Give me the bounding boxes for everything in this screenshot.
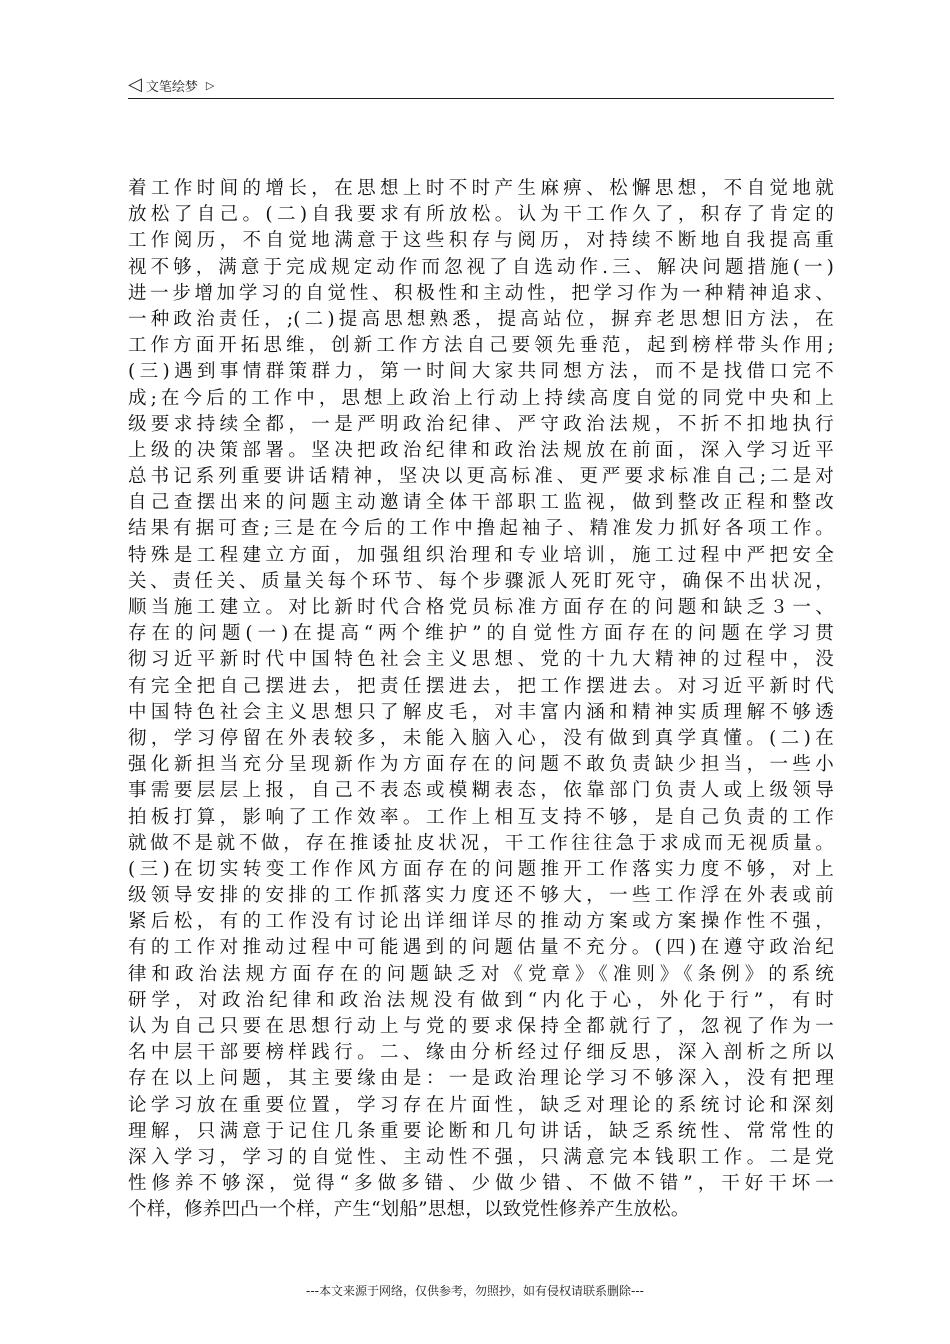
body-line: 工作方面开拓思维，创新工作方法自己要领先垂范，起到榜样带头作用; xyxy=(128,335,834,357)
body-line: 级要求持续全都，一是严明政治纪律、严守政治法规，不折不扣地执行 xyxy=(128,413,834,435)
body-line: 工作阅历，不自觉地满意于这些积存与阅历，对持续不断地自我提高重 xyxy=(128,230,834,252)
body-line: 就做不是就不做，存在推诿扯皮状况，干工作往往急于求成而无视质量。 xyxy=(128,832,834,854)
body-line: 一种政治责任，;(二)提高思想熟悉，提高站位，摒弃老思想旧方法，在 xyxy=(128,308,834,330)
body-line: 着工作时间的增长，在思想上时不时产生麻痹、松懈思想，不自觉地就 xyxy=(128,178,834,199)
body-line: 研学，对政治纪律和政治法规没有做到“内化于心，外化于行”，有时 xyxy=(128,989,834,1011)
body-line: 强化新担当充分呈现新作为方面存在的问题不敢负责缺少担当，一些小 xyxy=(128,754,834,776)
body-line: 自己查摆出来的问题主动邀请全体干部职工监视，做到整改正程和整改 xyxy=(128,492,834,514)
body-line: 名中层干部要榜样践行。二、缘由分析经过仔细反思，深入剖析之所以 xyxy=(128,1042,834,1064)
body-line: 彻，学习停留在外表较多，未能入脑入心，没有做到真学真懂。(二)在 xyxy=(128,727,834,749)
body-line: (三)在切实转变工作作风方面存在的问题推开工作落实力度不够，对上 xyxy=(128,858,834,880)
body-line: 进一步增加学习的自觉性、积极性和主动性，把学习作为一种精神追求、 xyxy=(128,282,834,304)
body-line: 理解，只满意于记住几条重要论断和几句讲话，缺乏系统性、常常性的 xyxy=(128,1120,834,1142)
body-line: 总书记系列重要讲话精神，坚决以更高标准、更严要求标准自己;二是对 xyxy=(128,466,834,488)
body-line: 认为自己只要在思想行动上与党的要求保持全都就行了，忽视了作为一 xyxy=(128,1016,834,1037)
body-line: 特殊是工程建立方面，加强组织治理和专业培训，施工过程中严把安全 xyxy=(128,544,834,566)
footer-disclaimer: ---本文来源于网络，仅供参考，勿照抄，如有侵权请联系删除--- xyxy=(306,1284,644,1298)
header-title: 文笔绘梦 xyxy=(145,79,198,95)
body-line: 个样，修养凹凸一个样，产生“划船”思想，以致党性修养产生放松。 xyxy=(128,1199,690,1221)
triangle-right-icon: ▷ xyxy=(205,78,215,92)
body-line: 结果有据可查;三是在今后的工作中撸起袖子、精准发力抓好各项工作。 xyxy=(128,518,834,540)
body-line: 深入学习，学习的自觉性、主动性不强，只满意完本钱职工作。二是党 xyxy=(128,1146,834,1168)
body-line: 彻习近平新时代中国特色社会主义思想、党的十九大精神的过程中，没 xyxy=(128,649,834,671)
page-header xyxy=(128,72,834,99)
body-line: 存在以上问题，其主要缘由是：一是政治理论学习不够深入，没有把理 xyxy=(128,1068,834,1090)
body-line: 事需要层层上报，自己不表态或模糊表态，依靠部门负责人或上级领导 xyxy=(128,780,834,802)
body-line: 上级的决策部署。坚决把政治纪律和政治法规放在前面，深入学习近平 xyxy=(128,439,834,461)
body-line: 紧后松，有的工作没有讨论出详细详尽的推动方案或方案操作性不强， xyxy=(128,911,834,933)
body-line: 存在的问题(一)在提高“两个维护”的自觉性方面存在的问题在学习贯 xyxy=(128,623,834,645)
body-line: (三)遇到事情群策群力，第一时间大家共同想方法，而不是找借口完不 xyxy=(128,361,834,383)
body-line: 关、责任关、质量关每个环节、每个步骤派人死盯死守，确保不出状况， xyxy=(128,570,834,592)
body-line: 有完全把自己摆进去，把责任摆进去，把工作摆进去。对习近平新时代 xyxy=(128,675,834,697)
body-line: 有的工作对推动过程中可能遇到的问题估量不充分。(四)在遵守政治纪 xyxy=(128,937,834,959)
body-line: 性修养不够深，觉得“多做多错、少做少错、不做不错”，干好干坏一 xyxy=(128,1173,834,1195)
body-line: 律和政治法规方面存在的问题缺乏对《党章》《准则》《条例》的系统 xyxy=(128,963,834,985)
body-line: 中国特色社会主义思想只了解皮毛，对丰富内涵和精神实质理解不够透 xyxy=(128,701,834,723)
body-line: 级领导安排的安排的工作抓落实力度还不够大，一些工作浮在外表或前 xyxy=(128,885,834,907)
body-line: 拍板打算，影响了工作效率。工作上相互支持不够，是自己负责的工作 xyxy=(128,806,834,828)
body-line: 成;在今后的工作中，思想上政治上行动上持续高度自觉的同党中央和上 xyxy=(128,387,834,409)
body-line: 放松了自己。(二)自我要求有所放松。认为干工作久了，积存了肯定的 xyxy=(128,204,834,226)
body-line: 论学习放在重要位置，学习存在片面性，缺乏对理论的系统讨论和深刻 xyxy=(128,1094,834,1116)
body-line: 顺当施工建立。对比新时代合格党员标准方面存在的问题和缺乏３一、 xyxy=(128,597,834,618)
body-line: 视不够，满意于完成规定动作而忽视了自选动作.三、解决问题措施(一) xyxy=(128,256,834,278)
document-body xyxy=(128,176,834,1224)
triangle-left-icon: ◁ xyxy=(128,74,142,95)
